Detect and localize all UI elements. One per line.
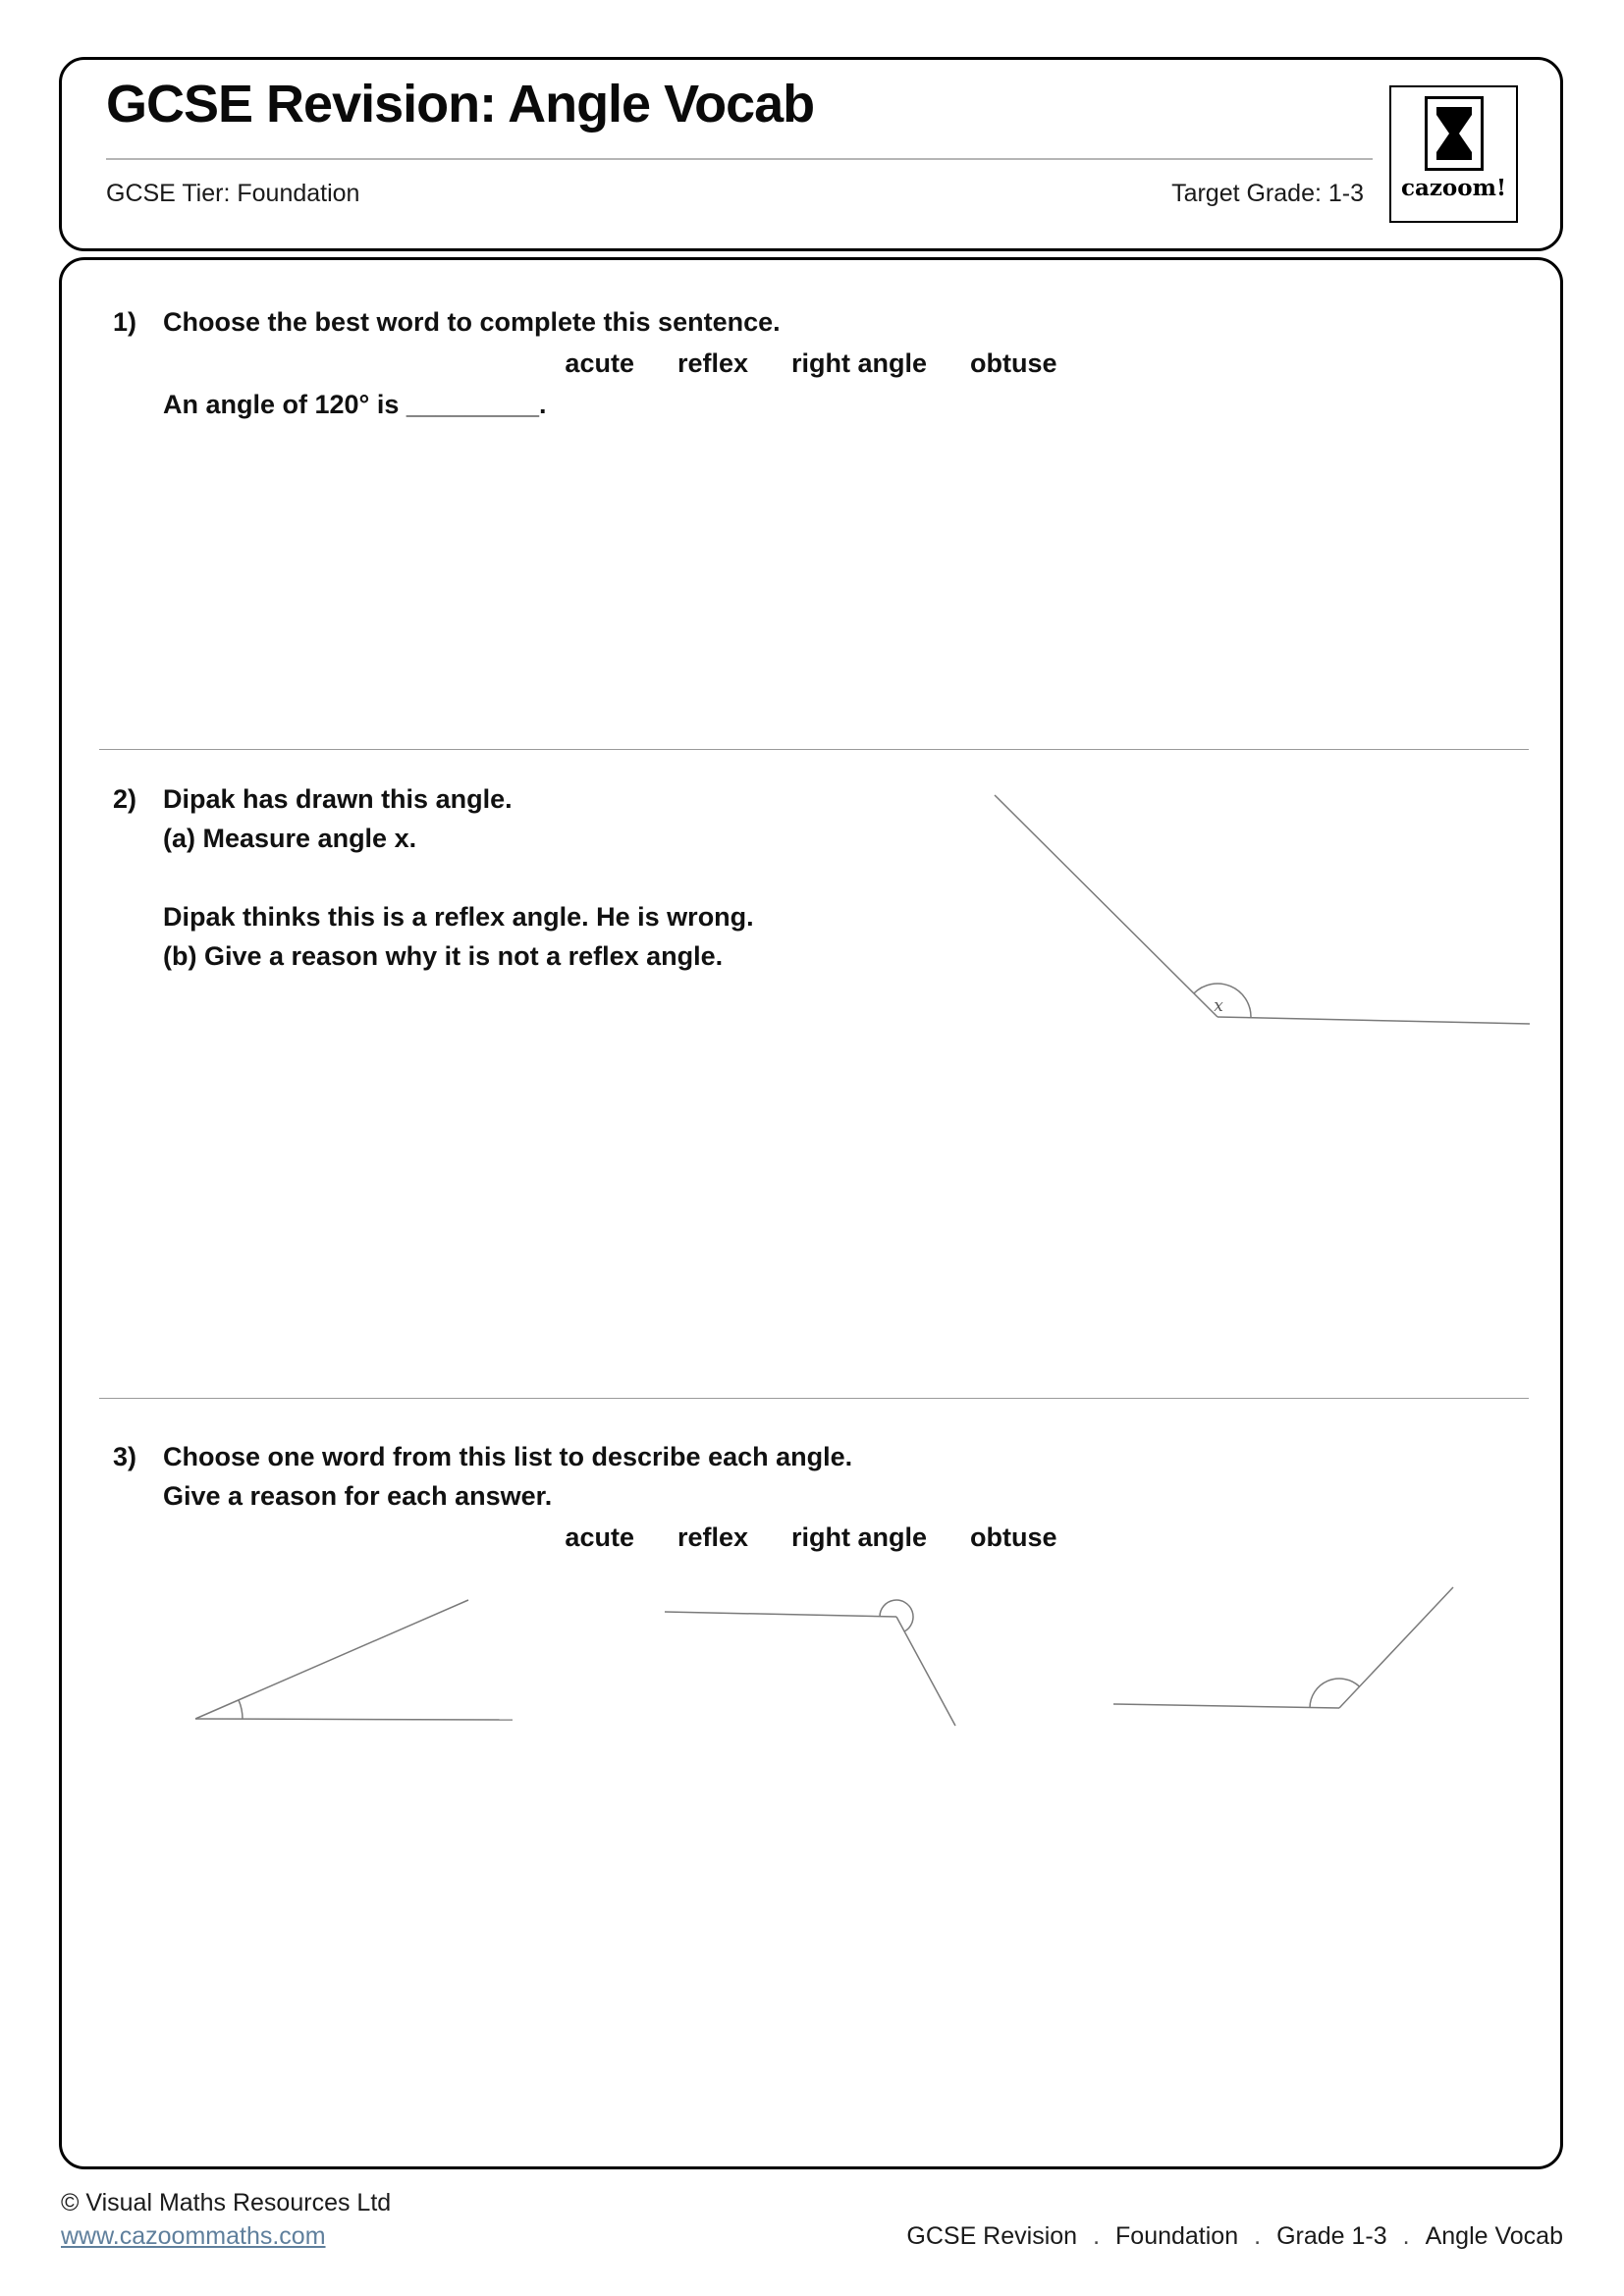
title-divider (106, 158, 1373, 160)
q1-sentence: An angle of 120° is _________. (163, 390, 547, 419)
tier-label: GCSE Tier: Foundation (106, 180, 360, 207)
q3-word-acute: acute (565, 1522, 634, 1552)
q3b-horizontal-line (665, 1612, 896, 1617)
q1-prompt: Choose the best word to complete this sentence. (163, 307, 781, 337)
q2-line1: Dipak has drawn this angle. (163, 784, 513, 814)
q3a-horizontal-line (195, 1719, 513, 1720)
q3a-angle-arc (239, 1700, 243, 1719)
cazoom-logo-text: cazoom! (1400, 175, 1507, 201)
q1-word-acute: acute (565, 348, 634, 378)
page-title: GCSE Revision: Angle Vocab (106, 75, 815, 133)
q2-line3: Dipak thinks this is a reflex angle. He is wrong. (163, 902, 754, 932)
q3-prompt2: Give a reason for each answer. (163, 1481, 553, 1511)
breadcrumb-item-topic: Angle Vocab (1425, 2222, 1563, 2250)
q2-slant-line (995, 795, 1218, 1017)
breadcrumb-separator: . (1254, 2222, 1262, 2250)
q3-word-right-angle: right angle (791, 1522, 928, 1552)
q3a-slant-line (195, 1600, 468, 1719)
breadcrumb-item-revision: GCSE Revision (906, 2222, 1078, 2250)
q3-prompt1: Choose one word from this list to describe each angle. (163, 1442, 853, 1471)
breadcrumb-separator: . (1093, 2222, 1101, 2250)
q3-word-reflex: reflex (677, 1522, 749, 1552)
questions-box (59, 257, 1563, 2169)
q3-word-obtuse: obtuse (970, 1522, 1057, 1552)
q1-number: 1) (113, 307, 137, 337)
q2-angle-diagram (975, 783, 1540, 1034)
q1-word-reflex: reflex (677, 348, 749, 378)
q2-line4: (b) Give a reason why it is not a reflex angle. (163, 941, 724, 971)
footer-breadcrumb (906, 2222, 1563, 2251)
q2-line2: (a) Measure angle x. (163, 824, 417, 853)
q3c-horizontal-line (1113, 1704, 1339, 1708)
divider-2 (99, 1398, 1529, 1399)
cazoom-logo-icon (1425, 96, 1484, 171)
q3-number: 3) (113, 1442, 137, 1471)
q3-reflex-angle-diagram (651, 1595, 975, 1737)
breadcrumb-item-grade: Grade 1-3 (1276, 2222, 1387, 2250)
divider-1 (99, 749, 1529, 750)
header-box (59, 57, 1563, 251)
breadcrumb-separator: . (1402, 2222, 1410, 2250)
q2-number: 2) (113, 784, 137, 814)
q1-word-obtuse: obtuse (970, 348, 1057, 378)
q1-word-list (62, 348, 1560, 379)
q2-horizontal-line (1218, 1017, 1530, 1024)
copyright-text: © Visual Maths Resources Ltd (61, 2189, 392, 2216)
q1-word-right-angle: right angle (791, 348, 928, 378)
q3c-slant-line (1339, 1587, 1453, 1708)
q3-word-list (62, 1522, 1560, 1553)
cazoom-logo (1389, 85, 1518, 223)
breadcrumb-item-tier: Foundation (1115, 2222, 1239, 2250)
q3b-slant-line (896, 1617, 955, 1726)
hourglass-icon (1433, 105, 1476, 162)
q3-acute-angle-diagram (160, 1581, 533, 1729)
target-grade-label: Target Grade: 1-3 (1171, 180, 1364, 207)
website-link[interactable]: www.cazoommaths.com (61, 2222, 326, 2250)
q3-obtuse-angle-diagram (1101, 1574, 1493, 1721)
q2-angle-label: x (1214, 996, 1223, 1016)
q3c-angle-arc (1310, 1679, 1360, 1708)
